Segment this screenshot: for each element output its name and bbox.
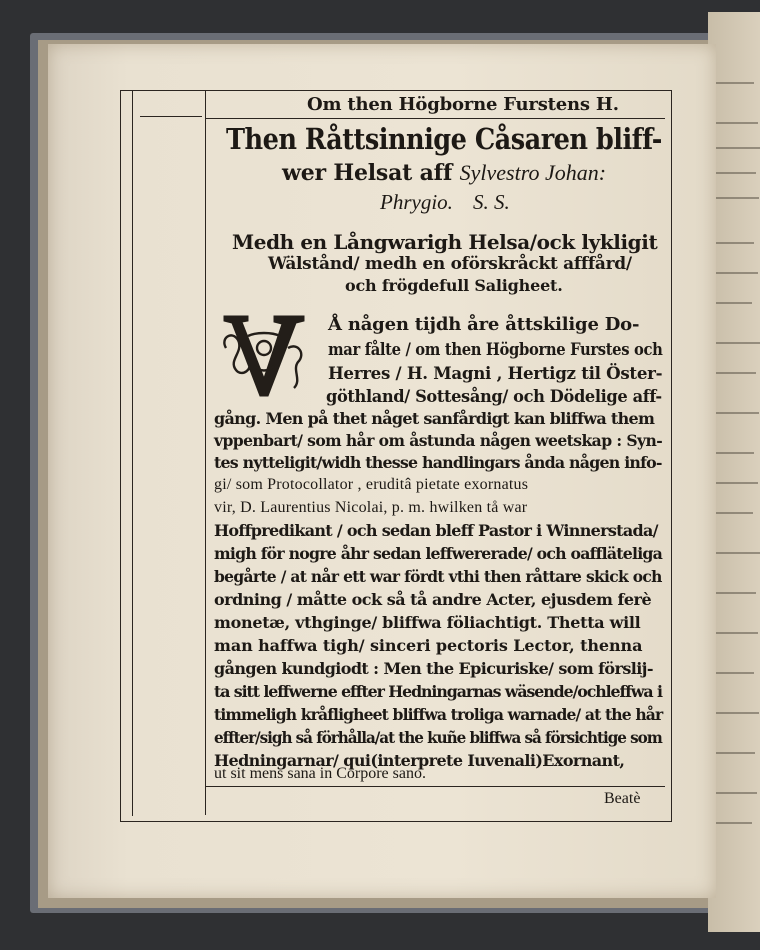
- subtitle-line-2: Wälstånd/ medh en oförskråckt afffård/: [268, 254, 632, 274]
- title-ss: S. S.: [472, 190, 510, 214]
- body-line-18: timmeligh kråfligheet bliffwa troliga warnade/ at the hår: [214, 705, 663, 724]
- body-line-8: gi/ som Protocollator , eruditâ pietate exornatus: [214, 476, 529, 493]
- foot-rule: [205, 786, 665, 787]
- subtitle-line-1: Medh en Långwarigh Helsa/ock lykligit: [232, 230, 658, 254]
- head-rule: [205, 118, 665, 119]
- running-head: Om then Högborne Furstens H.: [307, 94, 619, 115]
- body-line-6: vppenbart/ som hår om åstunda någen weetskap : Syn-: [214, 431, 663, 450]
- decorated-initial-v: [218, 308, 310, 402]
- title-line-2: [282, 160, 606, 186]
- body-line-14: monetæ, vthginge/ bliffwa föliachtigt. Thetta will: [214, 613, 641, 632]
- body-line-10: Hoffpredikant / och sedan bleff Pastor i Winnerstada/: [214, 521, 658, 540]
- initial-glyph: V: [260, 360, 268, 371]
- title-line-3: [380, 190, 510, 215]
- title-phrygio: Phrygio.: [380, 190, 453, 214]
- body-line-17: ta sitt leffwerne effter Hedningarnas wäsende/ochleffwa i: [214, 682, 662, 701]
- title-line-1: Then Råttsinnige Cåsaren bliff-: [226, 122, 662, 156]
- body-line-11: migh för nogre åhr sedan leffwererade/ och oaffläteliga: [214, 544, 663, 563]
- body-line-4: göthland/ Sottesång/ och Dödelige aff-: [326, 387, 662, 407]
- body-line-20: Hedningarnar/ qui(interprete Iuvenali)Exornant,: [214, 751, 625, 770]
- catchword: Beatè: [604, 790, 641, 807]
- title-line-2-name: Sylvestro Johan:: [459, 160, 607, 185]
- body-line-21: ut sit mens sana in Corpore sano.: [214, 765, 426, 782]
- body-line-1: Å någen tijdh åre åttskilige Do-: [328, 314, 640, 335]
- body-line-3: Herres / H. Magni , Hertigz til Öster-: [328, 364, 663, 384]
- margin-rule-left: [132, 90, 133, 816]
- body-line-9: vir, D. Laurentius Nicolai, p. m. hwilken tå war: [214, 499, 528, 516]
- body-line-13: ordning / måtte ock så tå andre Acter, ejusdem ferè: [214, 590, 652, 609]
- body-line-19: effter/sigh så förhålla/at the kuñe bliffwa så försichtige som: [214, 728, 662, 747]
- title-line-2-blackletter: wer Helsat aff: [282, 160, 460, 186]
- body-line-7: tes nytteligit/widh thesse handlingars ånda någen info-: [214, 453, 662, 472]
- subtitle-line-3: och frögdefull Saligheet.: [345, 276, 563, 295]
- margin-rule-top: [140, 116, 202, 117]
- body-line-16: gången kundgiodt : Men the Epicuriske/ som förslij-: [214, 659, 653, 678]
- body-line-15: man haffwa tigh/ sinceri pectoris Lector, thenna: [214, 636, 643, 655]
- body-line-12: begårte / at når ett war fördt vthi then råttare skick och: [214, 567, 662, 586]
- body-line-2: mar fålte / om then Högborne Furstes och: [328, 340, 663, 360]
- body-line-5: gång. Men på thet någet sanfårdigt kan bliffwa them: [214, 409, 655, 428]
